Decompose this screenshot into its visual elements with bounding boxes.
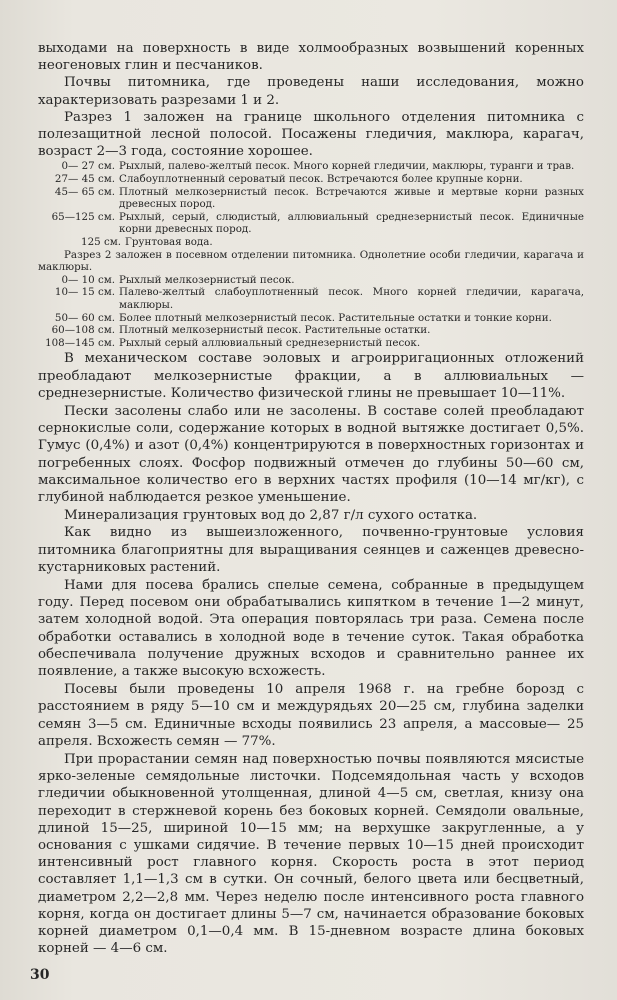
- profile-layer: [38, 312, 584, 325]
- profile-layer: [38, 186, 584, 211]
- layer-depth: 125 см.: [81, 235, 121, 248]
- section-2-intro: Разрез 2 заложен в посевном отделении питомника. Однолетние особи гледичии, карагача и маклюры.: [38, 248, 584, 274]
- layer-description: Плотный мелкозернистый песок. Встречаются живые и мертвые корни разных древесных пород.: [119, 185, 584, 211]
- paragraph-section-1: Разрез 1 заложен на границе школьного отделения питомника с полезащитной лесной полосой. Посажены гледичия, маклюра, карагач, возраст 2—3 года, состояние хорошее.: [38, 109, 584, 160]
- page-number: 30: [30, 967, 50, 983]
- layer-depth: 65—125 см.: [51, 210, 115, 223]
- profile-layer: [38, 324, 584, 337]
- paragraph-soils-intro: Почвы питомника, где проведены наши исследования, можно характеризовать разрезами 1 и 2.: [38, 75, 584, 108]
- paragraph-mechanical-composition: В механическом составе эоловых и агроирригационных отложений преобладают мелкозернистые фракции, а в аллювиальных — среднезернистые. Количество физической глины не превышает 10—11%.: [38, 351, 584, 401]
- layer-depth: 108—145 см.: [45, 336, 115, 349]
- layer-description: Рыхлый серый аллювиальный среднезернистый песок.: [119, 336, 421, 349]
- text-column: [38, 40, 584, 957]
- layer-description: Слабоуплотненный сероватый песок. Встречаются более крупные корни.: [119, 173, 523, 186]
- section-2-profile: [38, 274, 584, 350]
- profile-layer: [38, 337, 584, 350]
- profile-layer: [38, 286, 584, 311]
- profile-layer: [38, 160, 584, 173]
- layer-depth: 0— 10 см.: [61, 273, 115, 286]
- layer-depth: 10— 15 см.: [54, 286, 115, 299]
- layer-depth: 50— 60 см.: [54, 311, 115, 324]
- profile-layer: [38, 211, 584, 236]
- layer-depth: 27— 45 см.: [54, 173, 115, 186]
- layer-description: Рыхлый мелкозернистый песок.: [119, 273, 295, 286]
- paragraph-seeds: Нами для посева брались спелые семена, собранные в предыдущем году. Перед посевом они обрабатывались кипятком в течение 1—2 минут, затем холодной водой. Эта операция повторялась три раза. Семена после обработки оставались в холодной воде в течение суток. Такая обработка обеспечивала получение дружных всходов и сравнительно раннее их появление, а также высокую всхожесть.: [38, 577, 584, 679]
- layer-description: Рыхлый, серый, слюдистый, аллювиальный среднезернистый песок. Единичные корни древесных пород.: [119, 210, 584, 236]
- section-1-profile: [38, 160, 584, 248]
- layer-description: Плотный мелкозернистый песок. Растительные остатки.: [119, 324, 431, 337]
- layer-depth: 0— 27 см.: [61, 160, 115, 173]
- paragraph-sowing: Посевы были проведены 10 апреля 1968 г. на гребне борозд с расстоянием в ряду 5—10 см и междурядьях 20—25 см, глубина заделки семян 3—5 см. Единичные всходы появились 23 апреля, а массовые— 25 апреля. Всхожесть семян — 77%.: [38, 682, 584, 749]
- layer-depth: 60—108 см.: [51, 324, 115, 337]
- profile-layer: [38, 236, 584, 249]
- profile-layer: [38, 274, 584, 287]
- paragraph-conclusion: Как видно из вышеизложенного, почвенно-грунтовые условия питомника благоприятны для выращивания сеянцев и саженцев древесно-кустарниковых растений.: [38, 525, 584, 575]
- paragraph-germination: При прорастании семян над поверхностью почвы появляются мясистые ярко-зеленые семядольные листочки. Подсемядольная часть у всходов гледичии обыкновенной утолщенная, длиной 4—5 см, светлая, книзу она переходит в стержневой корень без боковых корней. Семядоли овальные, длиной 15—25, шириной 10—15 мм; на верхушке закругленные, а у основания с ушками сидячие. В течение первых 10—15 дней происходит интенсивный рост главного корня. Скорость роста в этот период составляет 1,1—1,3 см в сутки. Он сочный, белого цвета или бесцветный, диаметром 2,2—2,8 мм. Через неделю после интенсивного роста главного корня, когда он достигает длины 5—7 см, начинается образование боковых корней диаметром 0,1—0,4 мм. В 15-дневном возрасте длина боковых корней — 4—6 см.: [38, 752, 584, 957]
- paragraph-salinity: Пески засолены слабо или не засолены. В составе солей преобладают сернокислые соли, содержание которых в водной вытяжке достигает 0,5%. Гумус (0,4%) и азот (0,4%) концентрируются в поверхностных горизонтах и погребенных слоях. Фосфор подвижный отмечен до глубины 50—60 см, максимальное количество его в верхних частях профиля (10—14 мг/кг), с глубиной наблюдается резкое уменьшение.: [38, 403, 584, 505]
- layer-description: Рыхлый, палево-желтый песок. Много корней гледичии, маклюры, туранги и трав.: [119, 160, 575, 173]
- paragraph-mineralization: Минерализация грунтовых вод до 2,87 г/л сухого остатка.: [64, 508, 478, 524]
- layer-description: Грунтовая вода.: [125, 235, 213, 248]
- layer-description: Палево-желтый слабоуплотненный песок. Много корней гледичии, карагача, маклюры.: [119, 286, 584, 311]
- layer-description: Более плотный мелкозернистый песок. Растительные остатки и тонкие корни.: [119, 311, 552, 324]
- layer-depth: 45— 65 см.: [54, 185, 115, 198]
- profile-layer: [38, 173, 584, 186]
- paragraph-continuation: выходами на поверхность в виде холмообразных возвышений коренных неогеновых глин и песчаников.: [38, 41, 584, 74]
